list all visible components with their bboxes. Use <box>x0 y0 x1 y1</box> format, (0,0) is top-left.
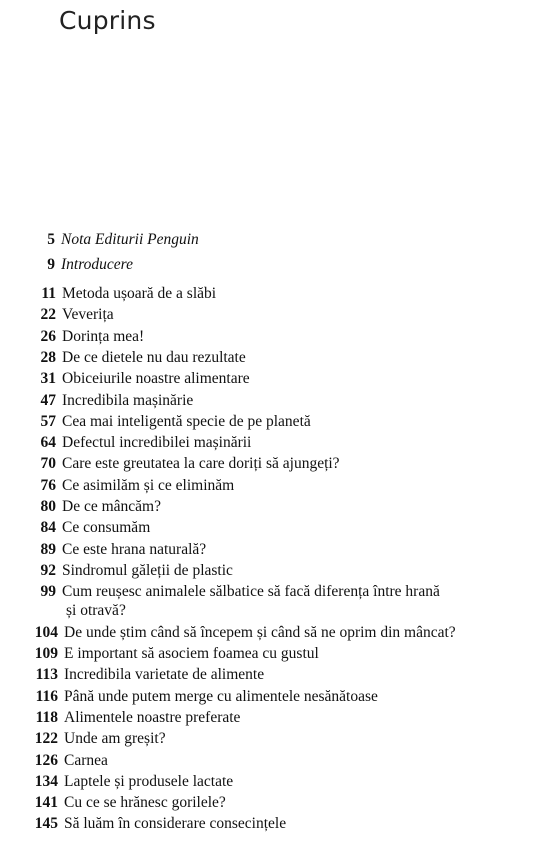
toc-entry-title: Ce este hrana naturală? <box>62 541 207 558</box>
toc-entry-title: Cea mai inteligentă specie de pe planetă <box>62 413 311 430</box>
toc-page-number: 9 <box>47 256 55 273</box>
toc-entry <box>0 688 378 706</box>
toc-page-number: 64 <box>40 434 56 451</box>
toc-entry-continuation: și otravă? <box>66 602 126 619</box>
toc-entry <box>0 231 199 249</box>
toc-entry <box>0 306 114 324</box>
toc-entry <box>0 541 206 559</box>
toc-entry <box>0 730 166 748</box>
toc-entry <box>0 562 233 580</box>
toc-entry-title: Introducere <box>61 256 134 273</box>
toc-entry-title: Veverița <box>62 306 114 323</box>
toc-page-number: 70 <box>40 455 56 472</box>
toc-page-number: 80 <box>40 498 56 515</box>
toc-entry-title: Ce asimilăm și ce eliminăm <box>62 477 235 494</box>
toc-page-number: 92 <box>40 562 56 579</box>
toc-entry <box>0 624 456 642</box>
toc-entry <box>0 645 319 663</box>
toc-entry-title: Să luăm în considerare consecințele <box>64 815 287 832</box>
toc-entry <box>0 413 311 431</box>
toc-entry-title: Laptele și produsele lactate <box>64 773 234 790</box>
toc-entry-title: Cu ce se hrănesc gorilele? <box>64 794 226 811</box>
toc-entry <box>0 285 216 303</box>
toc-page-number: 57 <box>40 413 56 430</box>
toc-entry-title: Ce consumăm <box>62 519 151 536</box>
toc-entry <box>0 773 233 791</box>
toc-entry-title: Incredibila mașinărie <box>62 392 194 409</box>
toc-entry <box>0 794 226 812</box>
toc-entry <box>0 455 340 473</box>
toc-entry-title: De unde știm când să începem și când să ne oprim din mâncat? <box>64 624 456 641</box>
toc-entry-title: Nota Editurii Penguin <box>61 231 199 248</box>
toc-entry <box>0 666 264 684</box>
toc-page-number: 84 <box>40 519 56 536</box>
toc-entry-title: Unde am greșit? <box>64 730 166 747</box>
toc-entry <box>0 709 240 727</box>
toc-page-number: 145 <box>34 815 58 832</box>
toc-page-number: 22 <box>40 306 56 323</box>
page-title: Cuprins <box>59 6 156 35</box>
toc-entry-title: Până unde putem merge cu alimentele nesănătoase <box>64 688 378 705</box>
toc-page-number: 28 <box>40 349 56 366</box>
toc-page-number: 26 <box>40 328 56 345</box>
toc-entry-title: E important să asociem foamea cu gustul <box>64 645 319 662</box>
toc-page-number: 11 <box>41 285 56 302</box>
toc-entry <box>0 370 250 388</box>
toc-entry-title: Alimentele noastre preferate <box>64 709 241 726</box>
toc-page-number: 126 <box>34 752 58 769</box>
toc-page-number: 134 <box>34 773 58 790</box>
toc-entry-title: De ce mâncăm? <box>62 498 161 515</box>
toc-entry <box>0 256 133 274</box>
toc-entry-title: Care este greutatea la care doriți să ajungeți? <box>62 455 340 472</box>
toc-page-number: 122 <box>34 730 58 747</box>
toc-entry-title: Defectul incredibilei mașinării <box>62 434 252 451</box>
toc-page-number: 104 <box>34 624 58 641</box>
toc-entry <box>0 349 246 367</box>
toc-page-number: 109 <box>34 645 58 662</box>
toc-entry <box>0 752 108 770</box>
toc-entry <box>0 815 286 833</box>
toc-page-number: 89 <box>40 541 56 558</box>
toc-page-number: 76 <box>40 477 56 494</box>
toc-page-number: 99 <box>40 583 56 600</box>
toc-entry-title: Dorința mea! <box>62 328 145 345</box>
toc-entry-title: Carnea <box>64 752 108 769</box>
toc-page-number: 5 <box>47 231 55 248</box>
toc-page-number: 141 <box>34 794 58 811</box>
toc-entry <box>0 498 161 516</box>
toc-entry <box>0 328 144 346</box>
toc-entry <box>0 392 193 410</box>
toc-entry <box>0 583 440 601</box>
toc-entry <box>0 434 251 452</box>
toc-entry-title: Obiceiurile noastre alimentare <box>62 370 250 387</box>
toc-entry-title: Sindromul găleții de plastic <box>62 562 233 579</box>
toc-entry-title: Metoda ușoară de a slăbi <box>62 285 217 302</box>
toc-entry-title: Incredibila varietate de alimente <box>64 666 265 683</box>
toc-entry-title: De ce dietele nu dau rezultate <box>62 349 246 366</box>
toc-page-number: 31 <box>40 370 56 387</box>
toc-page-number: 118 <box>35 709 58 726</box>
toc-page-number: 47 <box>40 392 56 409</box>
toc-entry <box>0 519 150 537</box>
toc-page-number: 113 <box>35 666 58 683</box>
toc-entry <box>0 477 234 495</box>
toc-entry-title: Cum reușesc animalele sălbatice să facă diferența între hrană <box>62 583 440 600</box>
toc-page-number: 116 <box>35 688 58 705</box>
